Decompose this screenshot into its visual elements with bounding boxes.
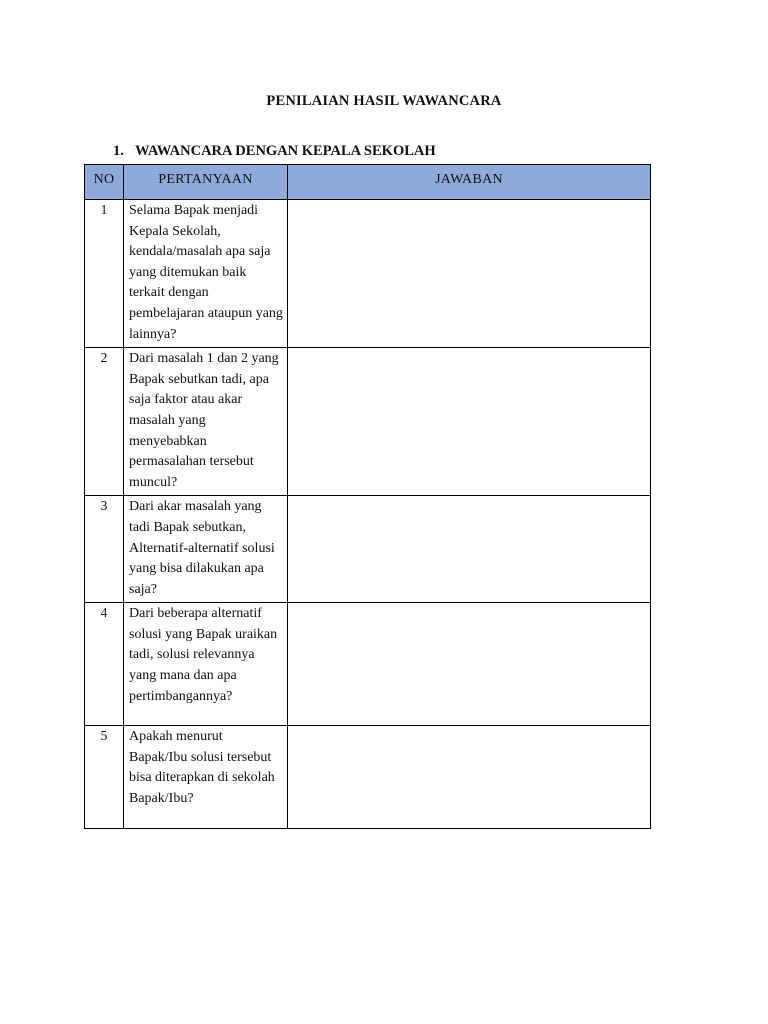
question-cell: Dari akar masalah yang tadi Bapak sebutkan, Alternatif-alternatif solusi yang bisa dilakukan apa saja? xyxy=(124,496,288,603)
question-cell: Apakah menurut Bapak/Ibu solusi tersebut bisa diterapkan di sekolah Bapak/Ibu? xyxy=(124,726,288,829)
column-header-question: PERTANYAAN xyxy=(124,165,288,200)
answer-cell[interactable] xyxy=(288,603,651,726)
answer-cell[interactable] xyxy=(288,348,651,496)
table-row xyxy=(85,348,651,496)
section-number: 1. xyxy=(113,143,124,159)
table-row xyxy=(85,496,651,603)
column-header-answer: JAWABAN xyxy=(288,165,651,200)
table-row xyxy=(85,200,651,348)
table-row xyxy=(85,726,651,829)
question-cell: Selama Bapak menjadi Kepala Sekolah, kendala/masalah apa saja yang ditemukan baik terkait dengan pembelajaran ataupun yang lainnya? xyxy=(124,200,288,348)
answer-cell[interactable] xyxy=(288,726,651,829)
row-number: 4 xyxy=(85,603,124,726)
question-cell: Dari masalah 1 dan 2 yang Bapak sebutkan tadi, apa saja faktor atau akar masalah yang menyebabkan permasalahan tersebut muncul? xyxy=(124,348,288,496)
answer-cell[interactable] xyxy=(288,200,651,348)
row-number: 2 xyxy=(85,348,124,496)
row-number: 5 xyxy=(85,726,124,829)
row-number: 3 xyxy=(85,496,124,603)
column-header-no: NO xyxy=(85,165,124,200)
section-heading-text: WAWANCARA DENGAN KEPALA SEKOLAH xyxy=(135,143,436,159)
interview-table xyxy=(84,164,651,829)
table-row xyxy=(85,603,651,726)
question-cell: Dari beberapa alternatif solusi yang Bapak uraikan tadi, solusi relevannya yang mana dan apa pertimbangannya? xyxy=(124,603,288,726)
row-number: 1 xyxy=(85,200,124,348)
section-heading xyxy=(113,143,436,160)
page-title: PENILAIAN HASIL WAWANCARA xyxy=(266,93,502,109)
table-header-row xyxy=(85,165,651,200)
answer-cell[interactable] xyxy=(288,496,651,603)
